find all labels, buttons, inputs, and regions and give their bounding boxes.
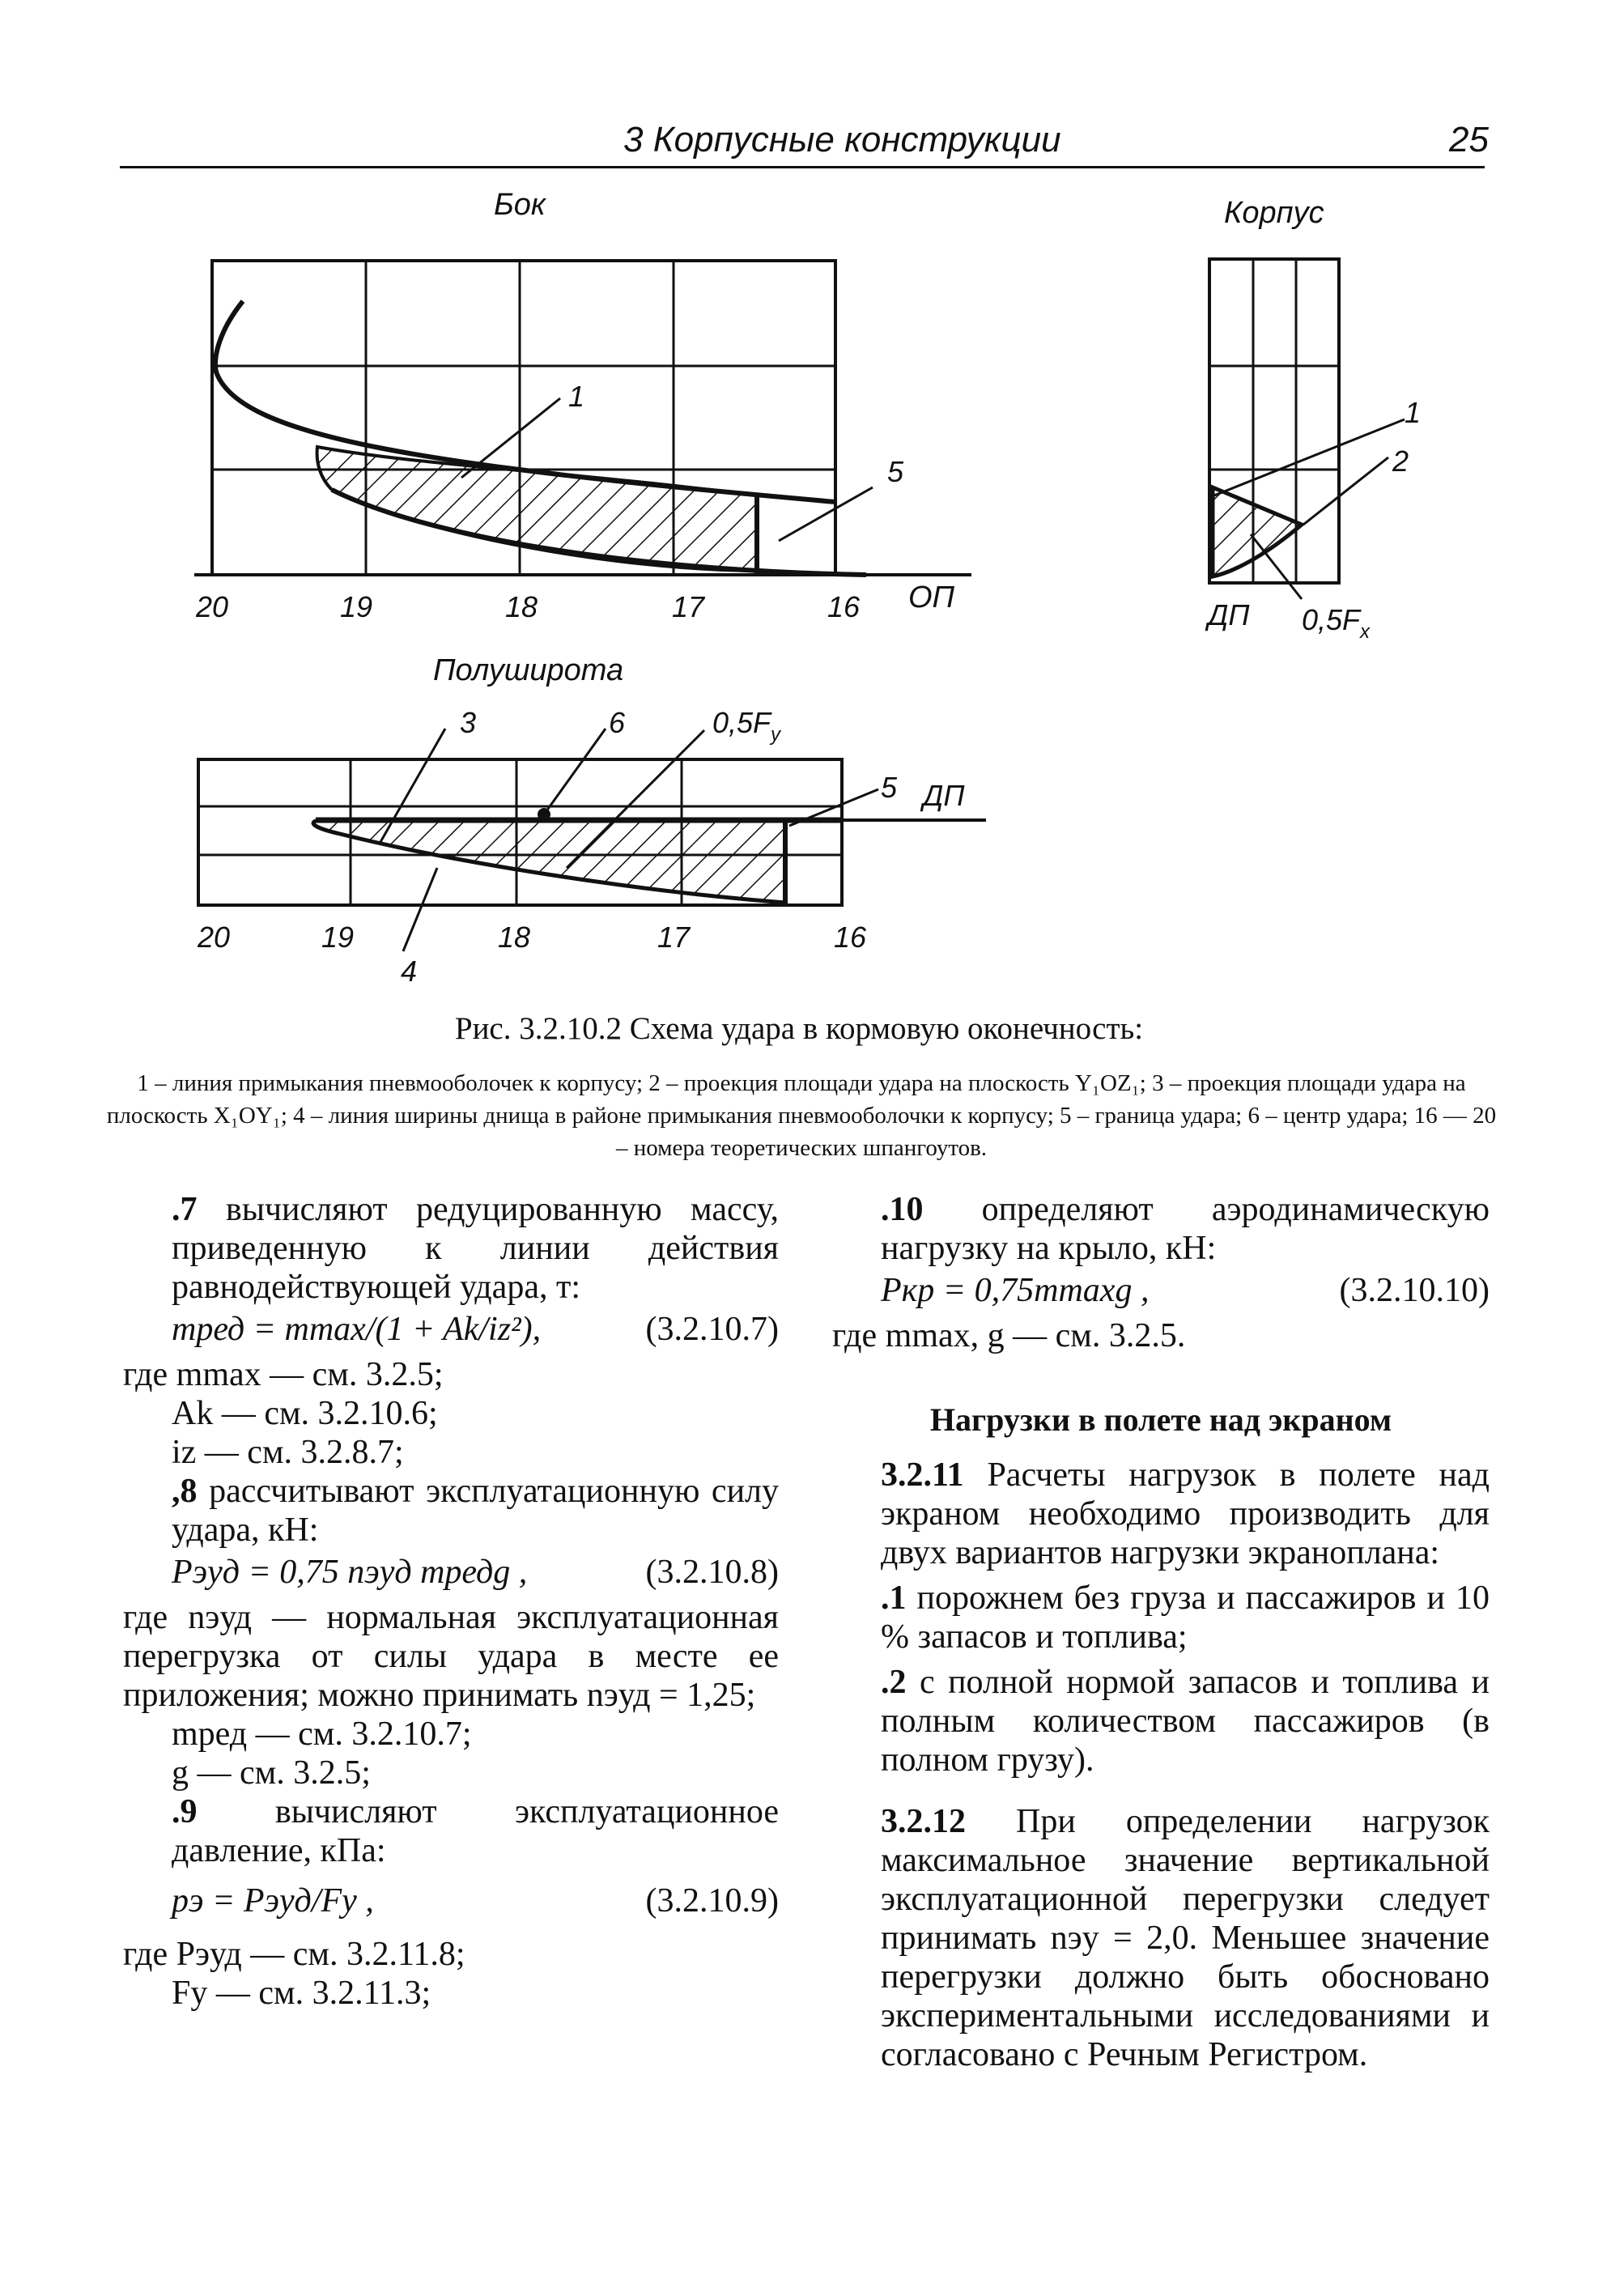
- section-3-2-11: 3.2.11 Расчеты нагрузок в полете над экраном необходимо производить для двух вариантов нагрузки экраноплана:: [881, 1456, 1490, 1571]
- where-9-2: Fy — см. 3.2.11.3;: [172, 1975, 431, 2012]
- where-8-1: где nэуд — нормальная эксплуатационная перегрузка от силы удара в месте ее приложения; можно принимать nэуд = 1,25;: [123, 1599, 779, 1714]
- plan-leader-4: [403, 868, 437, 951]
- side-op-label: ОП: [908, 580, 955, 614]
- where-8-2: mред — см. 3.2.10.7;: [172, 1716, 472, 1753]
- stern-impact-figure: [0, 0, 1598, 1004]
- plan-frame-19: 19: [321, 921, 355, 954]
- section-subheading: Нагрузки в полете над экраном: [929, 1401, 1392, 1438]
- side-frame-18: 18: [505, 590, 538, 623]
- right-column: [832, 1190, 1490, 2074]
- side-hull-contour: [215, 301, 835, 502]
- section-3-2-11-2: .2 с полной нормой запасов и топлива и полным количеством пассажиров (в полном грузу).: [881, 1664, 1490, 1779]
- running-header-title: 3 Корпусные конструкции: [623, 120, 1061, 159]
- plan-impact-area: [313, 820, 785, 903]
- plan-frame-18: 18: [498, 921, 531, 954]
- where-7-2: Ak — см. 3.2.10.6;: [172, 1395, 438, 1432]
- side-frame-20: 20: [196, 590, 229, 623]
- side-callout-5: 5: [887, 455, 904, 488]
- side-frame-16: 16: [827, 590, 861, 623]
- equation-3-2-10-7: mред = mmax/(1 + Ak/iz²), (3.2.10.7): [172, 1311, 779, 1348]
- where-9-1: где Pэуд — см. 3.2.11.8;: [123, 1936, 465, 1973]
- body-leader-2: [1303, 457, 1388, 525]
- item-8: ,8 рассчитывают эксплуатационную силу удара, кН:: [172, 1473, 780, 1549]
- page-number: 25: [1449, 120, 1489, 159]
- plan-frame-16: 16: [834, 921, 867, 954]
- figure-legend: 1 – линия примыкания пневмооболочек к корпусу; 2 – проекция площади удара на плоскость Y₁OZ₁; 3 – проекция площади удара на плоскость X₁OY₁; 4 – линия ширины днища в районе примыкания пневмооболочки к корпусу; 5 – граница удара; 6 – центр удара; 16 — 20 – номера теоретических шпангоутов.: [106, 1070, 1497, 1161]
- side-frame-19: 19: [340, 590, 373, 623]
- body-leader-1: [1214, 419, 1405, 495]
- plan-callout-5: 5: [881, 771, 898, 804]
- equation-3-2-10-8: Pэуд = 0,75 nэуд mредg , (3.2.10.8): [172, 1554, 779, 1591]
- where-7-1: где mmax — см. 3.2.5;: [123, 1356, 444, 1393]
- item-9: .9 вычисляют эксплуатационное давление, кПа:: [172, 1793, 779, 1869]
- body-callout-2: 2: [1392, 444, 1409, 478]
- figure-caption: Рис. 3.2.10.2 Схема удара в кормовую оконечность:: [454, 1011, 1144, 1046]
- side-view-label: Бок: [494, 188, 546, 222]
- where-8-3: g — см. 3.2.5;: [172, 1754, 371, 1792]
- body-callout-1: 1: [1405, 396, 1422, 429]
- plan-frame-20: 20: [198, 921, 231, 954]
- section-3-2-11-1: .1 порожнем без груза и пассажиров и 10 % запасов и топлива;: [881, 1580, 1490, 1656]
- plan-leader-6: [544, 729, 606, 814]
- section-3-2-12: 3.2.12 При определении нагрузок максимальное значение вертикальной эксплуатационной перегрузки следует принимать nэy = 2,0. Меньшее значение перегрузки должно быть обосновано экспериментальными исследованиями и согласовано с Речным Регистром.: [881, 1803, 1490, 2073]
- plan-view-label: Полуширота: [433, 653, 624, 687]
- body-fx-label: $0,5F_x$: [1302, 603, 1371, 643]
- item-10: .10 определяют аэродинамическую нагрузку на крыло, кН:: [881, 1191, 1490, 1267]
- plan-fy-label: $0,5F_y$: [712, 706, 781, 746]
- body-impact-area: [1213, 487, 1302, 576]
- item-7: .7 вычисляют редуцированную массу, приведенную к линии действия равнодействующей удара, т:: [172, 1191, 779, 1306]
- plan-frame-17: 17: [657, 921, 691, 954]
- body-view-label: Корпус: [1224, 196, 1324, 230]
- plan-callout-3: 3: [460, 706, 477, 739]
- side-leader-1: [461, 398, 560, 478]
- left-column: [123, 1190, 779, 2013]
- equation-3-2-10-10: Pкр = 0,75mmaxg , (3.2.10.10): [881, 1272, 1490, 1309]
- equation-3-2-10-9: pэ = Pэуд/Fy , (3.2.10.9): [172, 1882, 779, 1920]
- side-callout-1: 1: [568, 380, 585, 413]
- plan-callout-4: 4: [401, 955, 418, 988]
- where-10: где mmax, g — см. 3.2.5.: [832, 1317, 1186, 1354]
- plan-callout-6: 6: [609, 706, 626, 739]
- side-leader-5: [779, 487, 873, 541]
- plan-dp-label: ДП: [923, 779, 965, 812]
- body-dp-label: ДП: [1208, 598, 1250, 631]
- where-7-3: iz — см. 3.2.8.7;: [172, 1434, 404, 1471]
- side-frame-17: 17: [672, 590, 705, 623]
